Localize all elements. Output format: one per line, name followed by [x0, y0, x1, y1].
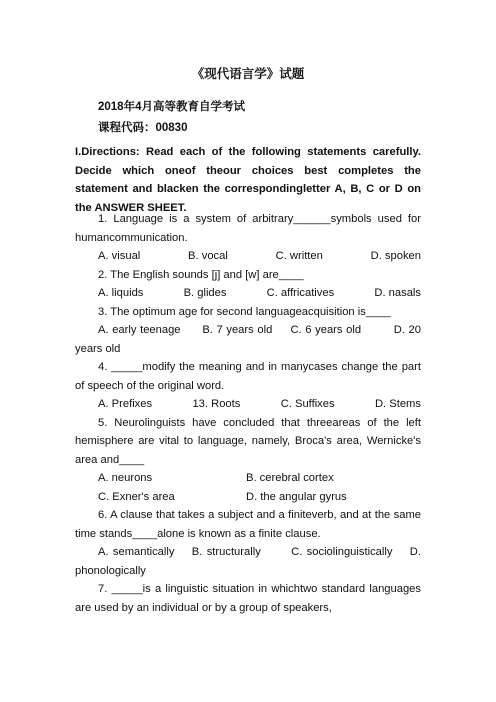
option: B. vocal	[188, 250, 228, 262]
option: B. cerebral cortex	[246, 472, 334, 484]
exam-date: 2018年4月高等教育自学考试	[98, 101, 245, 113]
option: A. visual	[98, 250, 141, 262]
options-6: A. semantically B. structurally C. sociolinguistically D. phonologically	[75, 546, 425, 577]
question-6: 6. A clause that takes a subject and a finiteverb, and at the same time stands____alone is known as a finite clause.	[75, 509, 421, 540]
option: A. liquids	[98, 287, 144, 299]
question-2: 2. The English sounds [j] and [w] are____	[98, 268, 304, 281]
option: 13. Roots	[192, 398, 241, 410]
option: D. the angular gyrus	[246, 490, 347, 503]
question-4: 4. _____modify the meaning and in manycases change the part of speech of the original word.	[75, 361, 421, 392]
option: C. written	[275, 250, 323, 262]
option: B. glides	[183, 287, 227, 299]
option: D. Stems	[374, 398, 421, 410]
option: C. affricatives	[266, 287, 335, 299]
options-2	[75, 284, 421, 303]
options-5a	[75, 469, 421, 488]
question-list	[75, 210, 425, 617]
option: C. Suffixes	[280, 398, 335, 410]
course-code: 课程代码：00830	[98, 122, 188, 134]
options-5b	[75, 488, 421, 507]
option: D. spoken	[370, 250, 421, 262]
option: C. Exner's area	[98, 490, 175, 503]
question-7: 7. _____is a linguistic situation in whichtwo standard languages are used by an individual or by a group of speakers,	[75, 583, 421, 614]
question-5: 5. Neurolinguists have concluded that threeareas of the left hemisphere are vital to language, namely, Broca's area, Wernicke's area and____	[75, 416, 421, 466]
option: A. Prefixes	[98, 398, 153, 410]
document-title: 《现代语言学》试题	[191, 67, 305, 81]
options-4	[75, 395, 421, 414]
question-3: 3. The optimum age for second languageacquisition is____	[98, 305, 391, 318]
options-3: A. early teenage B. 7 years old C. 6 years old D. 20 years old	[75, 324, 425, 355]
options-1	[75, 247, 421, 266]
option: A. neurons	[98, 472, 153, 484]
question-1: 1. Language is a system of arbitrary______symbols used for humancommunication.	[75, 213, 421, 244]
option: D. nasals	[374, 287, 421, 299]
directions: I.Directions: Read each of the following statements carefully. Decide which oneof theour choices best completes the statement and blacken the correspondingletter A, B, C or D on the ANSWER SHEET.	[75, 146, 421, 214]
